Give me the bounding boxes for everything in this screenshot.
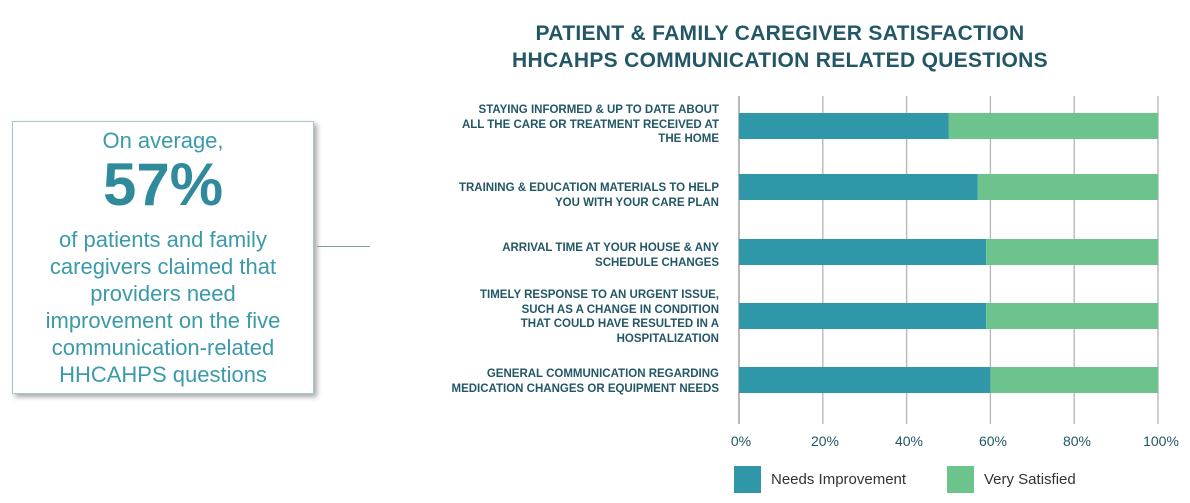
- callout-line: caregivers claimed that: [49, 254, 277, 279]
- bar-segment: [990, 367, 1158, 393]
- x-tick-label: 20%: [810, 433, 840, 449]
- category-label-line: THE HOME: [658, 133, 719, 145]
- bar-segment: [949, 113, 1159, 139]
- legend-label: Very Satisfied: [984, 471, 1076, 488]
- x-tick-label: 60%: [978, 433, 1008, 449]
- category-label-line: HOSPITALIZATION: [616, 332, 719, 345]
- category-label-line: STAYING INFORMED & UP TO DATE ABOUT: [478, 104, 719, 116]
- category-label-line: ALL THE CARE OR TREATMENT RECEIVED AT: [461, 118, 719, 131]
- x-tick-label: 0%: [730, 433, 752, 449]
- x-tick-label: 40%: [894, 433, 924, 449]
- category-label-line: SCHEDULE CHANGES: [595, 256, 719, 269]
- callout-line: communication-related: [51, 335, 275, 360]
- bar-segment: [739, 113, 949, 139]
- legend-swatch: [947, 466, 974, 493]
- callout-line: providers need: [90, 281, 236, 306]
- category-label-line: MEDICATION CHANGES OR EQUIPMENT NEEDS: [451, 382, 719, 395]
- category-label-line: YOU WITH YOUR CARE PLAN: [555, 196, 719, 209]
- callout-line: improvement on the five: [45, 308, 281, 333]
- legend-swatch: [734, 466, 761, 493]
- callout-intro: On average,: [102, 128, 224, 153]
- category-label-line: SUCH AS A CHANGE IN CONDITION: [521, 303, 719, 316]
- x-tick-label: 100%: [1143, 433, 1179, 449]
- bar-segment: [739, 367, 990, 393]
- bar-segment: [978, 174, 1158, 200]
- x-tick-label: 80%: [1062, 433, 1092, 449]
- chart-title-line: PATIENT & FAMILY CAREGIVER SATISFACTION: [535, 22, 1025, 45]
- bar-segment: [986, 239, 1158, 265]
- chart-title-line: HHCAHPS COMMUNICATION RELATED QUESTIONS: [512, 49, 1048, 72]
- category-label-line: ARRIVAL TIME AT YOUR HOUSE & ANY: [502, 242, 719, 254]
- category-label-line: TRAINING & EDUCATION MATERIALS TO HELP: [458, 182, 719, 194]
- category-label-line: THAT COULD HAVE RESULTED IN A: [520, 318, 719, 330]
- callout-line: HHCAHPS questions: [59, 362, 267, 387]
- bar-segment: [739, 303, 986, 329]
- category-label-line: GENERAL COMMUNICATION REGARDING: [486, 368, 719, 380]
- legend-label: Needs Improvement: [771, 471, 907, 488]
- bar-segment: [986, 303, 1158, 329]
- callout-percent: 57%: [102, 151, 224, 218]
- bar-segment: [739, 239, 986, 265]
- callout-line: of patients and family: [59, 227, 267, 252]
- category-label-line: TIMELY RESPONSE TO AN URGENT ISSUE,: [480, 289, 719, 301]
- bar-segment: [739, 174, 978, 200]
